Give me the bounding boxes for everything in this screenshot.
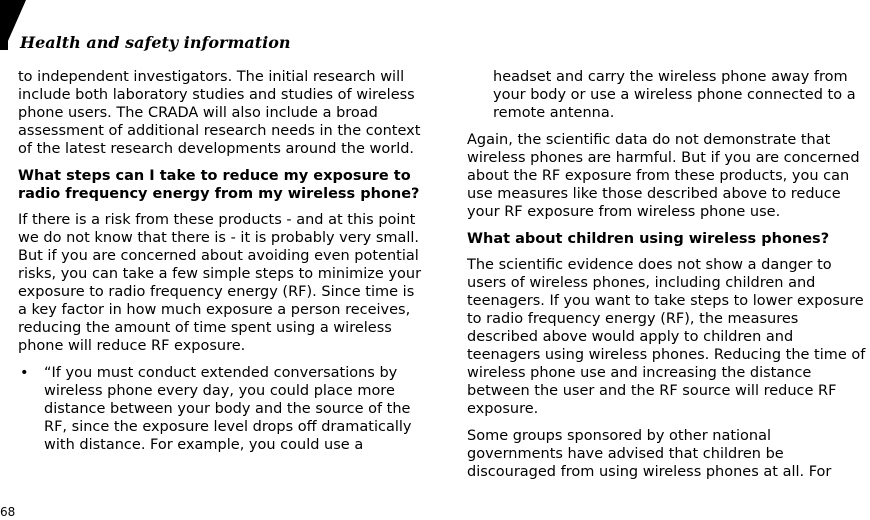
right-column [467, 68, 870, 490]
question-reduce-exposure: What steps can I take to reduce my exposure to radio frequency energy from my wireless phone? [18, 168, 420, 202]
bullet-text: “If you must conduct extended conversations by wireless phone every day, you could place more distance between your body and the source of the RF, since the exposure level drops off dramatically with distance. For example, you could use a [44, 365, 412, 453]
bullet-icon: • [20, 365, 29, 381]
bullet-item [18, 364, 423, 454]
paragraph-again: Again, the scientific data do not demonstrate that wireless phones are harmful. But if you are concerned about the RF exposure from these products, you can use measures like those described above to reduce your RF exposure from wireless phone use. [467, 132, 860, 220]
page-number: 68 [0, 505, 16, 519]
left-column [18, 68, 423, 462]
question-children: What about children using wireless phones? [467, 231, 830, 247]
header-accent-stem [0, 0, 8, 50]
bullet-text-continued: headset and carry the wireless phone away from your body or use a wireless phone connected to a remote antenna. [493, 69, 856, 121]
answer-reduce-exposure: If there is a risk from these products - and at this point we do not know that there is - it is probably very small. But if you are concerned about avoiding even potential risks, you can take a few simple steps to minimize your exposure to radio frequency energy (RF). Since time is a key factor in how much exposure a person receives, reducing the amount of time spent using a wireless phone will reduce RF exposure. [18, 212, 422, 354]
intro-paragraph: to independent investigators. The initial research will include both laboratory studies and studies of wireless phone users. The CRADA will also include a broad assessment of additional research needs in the context of the latest research developments around the world. [18, 69, 421, 157]
answer-children: The scientific evidence does not show a danger to users of wireless phones, including children and teenagers. If you want to take steps to lower exposure to radio frequency energy (RF), the measures described above would apply to children and teenagers using wireless phones. Reducing the time of wireless phone use and increasing the distance between the user and the RF source will reduce RF exposure. [467, 257, 866, 417]
paragraph-groups: Some groups sponsored by other national governments have advised that children be discouraged from using wireless phones at all. For [467, 428, 832, 480]
running-head: Health and safety information [20, 33, 291, 52]
